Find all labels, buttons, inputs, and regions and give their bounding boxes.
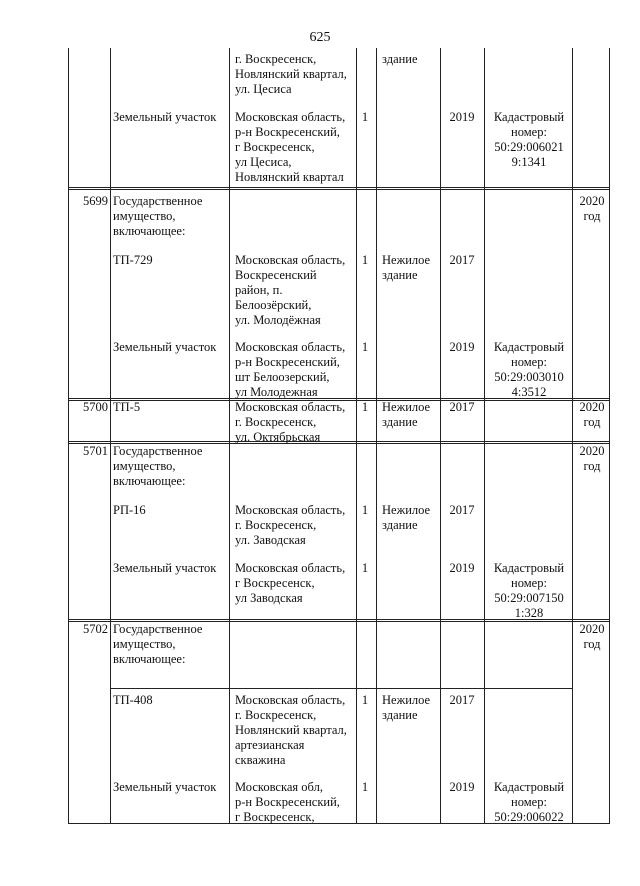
row9-deadline: 2020 год [579, 622, 605, 651]
row1-address: Московская область, р-н Воскресенский, г Воскресенск, ул Цесиса, Новлянский квартал [235, 110, 346, 184]
row8-address: Московская область, г Воскресенск, ул Заводская [235, 561, 346, 605]
row11-year: 2019 [449, 780, 475, 794]
row5-qty: 1 [361, 400, 369, 414]
row4-year: 2019 [449, 340, 475, 354]
page-number: 625 [309, 30, 331, 45]
row7-qty: 1 [361, 503, 369, 517]
row0-type: здание [382, 52, 418, 66]
row7-name: РП-16 [113, 503, 146, 517]
row2-name: Государственное имущество, включающее: [113, 194, 203, 238]
row10-address: Московская область, г. Воскресенск, Новлянский квартал, артезианская скважина [235, 693, 347, 767]
row3-year: 2017 [449, 253, 475, 267]
row8-cadastral: Кадастровый номер: 50:29:007150 1:328 [493, 561, 565, 620]
row11-name: Земельный участок [113, 780, 217, 794]
row4-address: Московская область, р-н Воскресенский, шт Белоозерский, ул Молодежная [235, 340, 346, 399]
row8-qty: 1 [361, 561, 369, 575]
row11-address: Московская обл, р-н Воскресенский, г Воскресенск, [235, 780, 340, 824]
property-table [68, 48, 610, 824]
row9-name: Государственное имущество, включающее: [113, 622, 203, 666]
row1-cadastral: Кадастровый номер: 50:29:006021 9:1341 [493, 110, 565, 169]
row5-name: ТП-5 [113, 400, 141, 414]
row11-cadastral: Кадастровый номер: 50:29:006022 [493, 780, 565, 824]
row1-year: 2019 [449, 110, 475, 124]
row6-deadline: 2020 год [579, 444, 605, 473]
row3-address: Московская область, Воскресенский район, п. Белоозёрский, ул. Молодёжная [235, 253, 346, 327]
row1-name: Земельный участок [113, 110, 217, 124]
row6-name: Государственное имущество, включающее: [113, 444, 203, 488]
row10-name: ТП-408 [113, 693, 153, 707]
row4-name: Земельный участок [113, 340, 217, 354]
row7-address: Московская область, г. Воскресенск, ул. Заводская [235, 503, 346, 547]
row2-number: 5699 [83, 194, 108, 208]
row5-deadline: 2020 год [579, 400, 605, 429]
row5-year: 2017 [449, 400, 475, 414]
row3-qty: 1 [361, 253, 369, 267]
row5-type: Нежилое здание [382, 400, 431, 429]
row0-address: г. Воскресенск, Новлянский квартал, ул. Цесиса [235, 52, 347, 96]
row10-type: Нежилое здание [382, 693, 431, 722]
row7-year: 2017 [449, 503, 475, 517]
row9-number: 5702 [83, 622, 108, 636]
row2-deadline: 2020 год [579, 194, 605, 223]
row3-name: ТП-729 [113, 253, 153, 267]
row11-qty: 1 [361, 780, 369, 794]
row6-number: 5701 [83, 444, 108, 458]
row5-number: 5700 [83, 400, 108, 414]
row10-year: 2017 [449, 693, 475, 707]
row1-qty: 1 [361, 110, 369, 124]
row3-type: Нежилое здание [382, 253, 431, 282]
row4-cadastral: Кадастровый номер: 50:29:003010 4:3512 [493, 340, 565, 399]
row5-address: Московская область, г. Воскресенск, ул. Октябрьская [235, 400, 346, 444]
row7-type: Нежилое здание [382, 503, 431, 532]
row8-name: Земельный участок [113, 561, 217, 575]
row8-year: 2019 [449, 561, 475, 575]
row10-qty: 1 [361, 693, 369, 707]
row4-qty: 1 [361, 340, 369, 354]
